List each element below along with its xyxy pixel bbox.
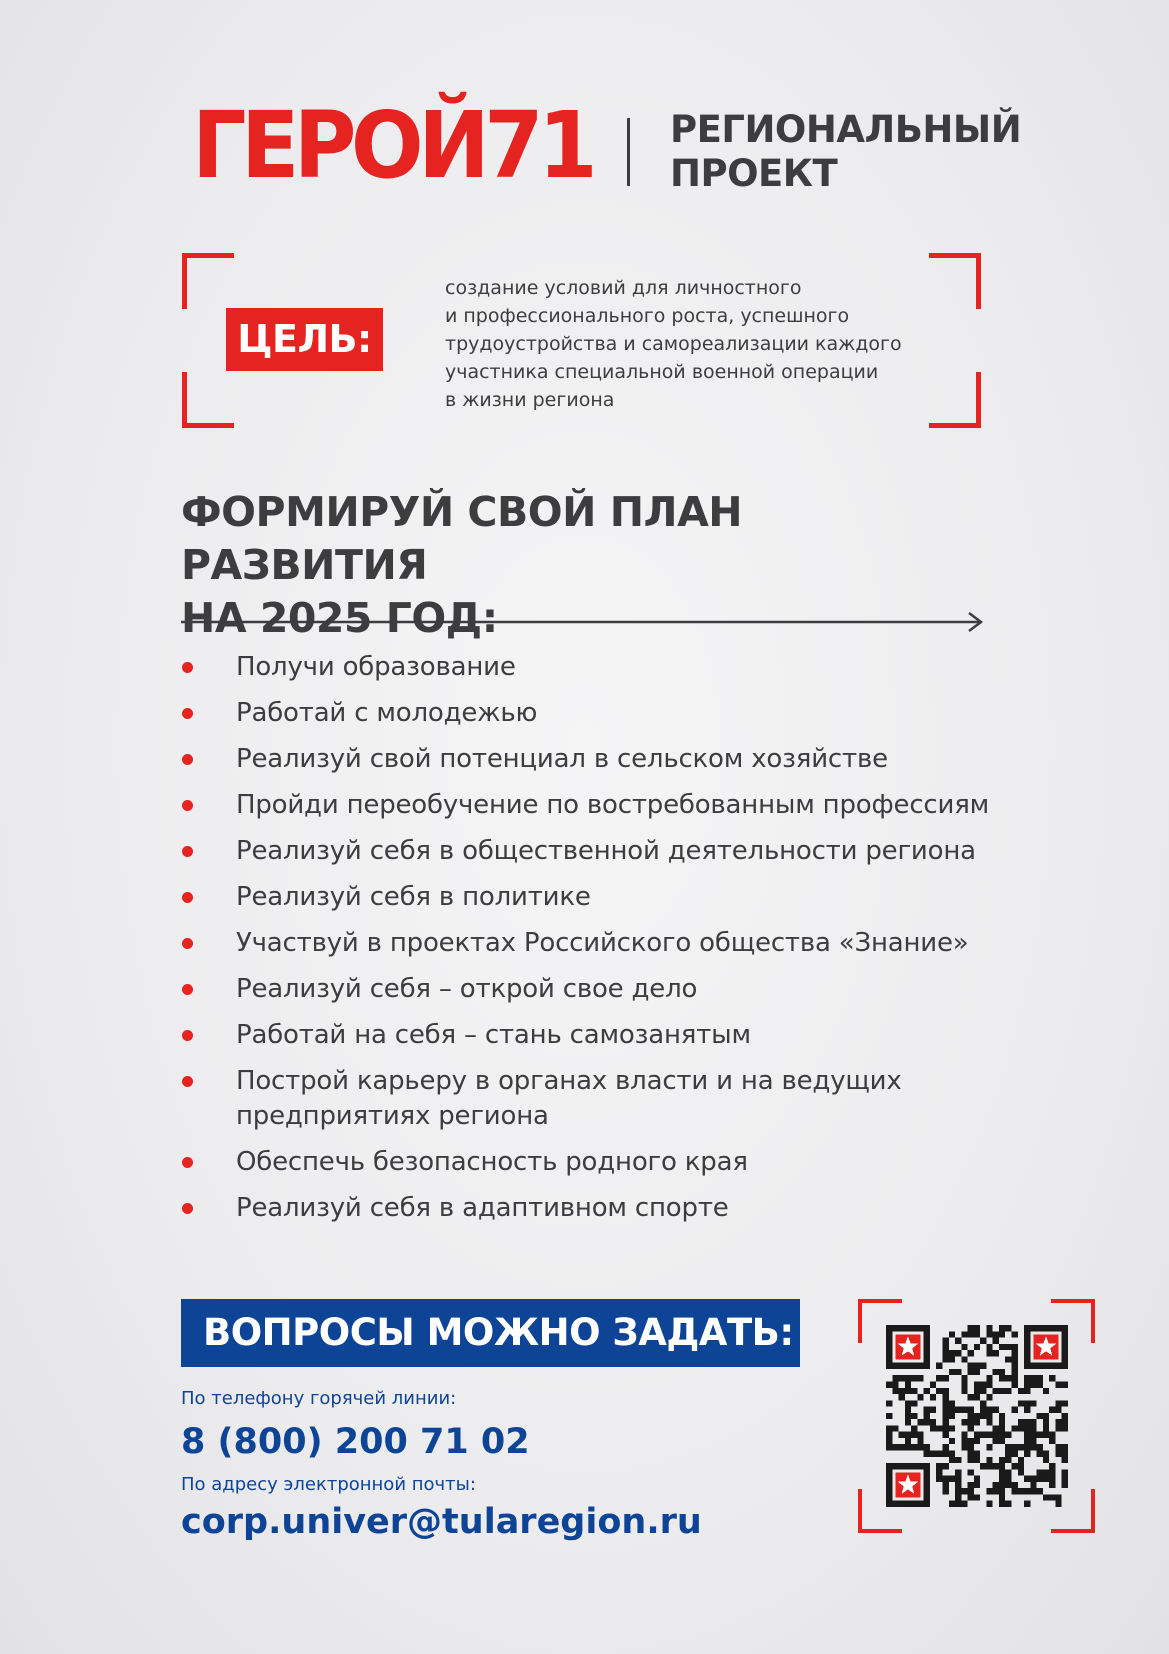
- list-item-text: Реализуй себя – открой свое дело: [236, 974, 698, 1004]
- goal-text-line: трудоустройства и самореализации каждого: [445, 333, 902, 355]
- logo: ГЕРОЙ71: [192, 92, 593, 199]
- qr-finder-star-icon: [889, 1466, 927, 1504]
- qr-code[interactable]: [858, 1299, 1095, 1533]
- qr-code-icon: [886, 1322, 1068, 1510]
- bullet-icon: [182, 938, 193, 949]
- list-item-text: Реализуй себя в адаптивном спорте: [236, 1193, 729, 1223]
- list-item-text: Реализуй себя в общественной деятельности региона: [236, 836, 976, 866]
- arrow-right-icon: [181, 612, 986, 632]
- goal-text-line: участника специальной военной операции: [445, 361, 879, 383]
- logo-divider: [627, 118, 630, 186]
- bullet-icon: [182, 662, 193, 673]
- list-item-text: Обеспечь безопасность родного края: [236, 1147, 748, 1177]
- bullet-icon: [182, 846, 193, 857]
- frame-corner-bottom-right: [929, 372, 981, 428]
- list-item-text: Реализуй свой потенциал в сельском хозяйстве: [236, 744, 888, 774]
- development-plan-list: [181, 650, 1061, 1237]
- list-item: [181, 650, 1061, 685]
- bullet-icon: [182, 1203, 193, 1214]
- list-item: [181, 834, 1061, 869]
- list-item: [181, 788, 1061, 823]
- project-subtitle: [670, 108, 1021, 196]
- list-item-text: Реализуй себя в политике: [236, 882, 591, 912]
- frame-corner-top-left: [182, 253, 234, 309]
- questions-banner: ВОПРОСЫ МОЖНО ЗАДАТЬ:: [181, 1299, 800, 1367]
- goal-text-line: в жизни региона: [445, 389, 615, 411]
- list-item: [181, 696, 1061, 731]
- email-label: По адресу электронной почты:: [181, 1474, 476, 1495]
- frame-corner-bottom-left: [182, 372, 234, 428]
- list-item: [181, 972, 1061, 1007]
- plan-heading-line1: ФОРМИРУЙ СВОЙ ПЛАН РАЗВИТИЯ: [181, 488, 743, 589]
- list-item-text: Работай на себя – стань самозанятым: [236, 1020, 751, 1050]
- list-item: [181, 1145, 1061, 1180]
- bullet-icon: [182, 892, 193, 903]
- list-item: [181, 926, 1061, 961]
- bullet-icon: [182, 1030, 193, 1041]
- goal-text-line: создание условий для личностного: [445, 277, 802, 299]
- list-item-text: Построй карьеру в органах власти и на ведущих предприятиях региона: [236, 1066, 902, 1131]
- frame-corner-top-right: [929, 253, 981, 309]
- list-item-text: Получи образование: [236, 652, 516, 682]
- list-item: [181, 1018, 1061, 1053]
- email-link[interactable]: corp.univer@tularegion.ru: [181, 1502, 702, 1542]
- phone-number[interactable]: 8 (800) 200 71 02: [181, 1422, 530, 1462]
- list-item: [181, 1191, 1061, 1226]
- list-item: [181, 742, 1061, 777]
- project-subtitle-line2: ПРОЕКТ: [670, 152, 838, 195]
- bullet-icon: [182, 708, 193, 719]
- list-item-text: Пройди переобучение по востребованным профессиям: [236, 790, 990, 820]
- qr-finder-star-icon: [889, 1328, 927, 1366]
- bullet-icon: [182, 1157, 193, 1168]
- goal-text-line: и профессионального роста, успешного: [445, 305, 850, 327]
- qr-finder-star-icon: [1027, 1328, 1065, 1366]
- list-item-text: Работай с молодежью: [236, 698, 538, 728]
- list-item-text: Участвуй в проектах Российского общества «Знание»: [236, 928, 969, 958]
- list-item: [181, 880, 1061, 915]
- goal-text: [445, 274, 935, 414]
- list-item: [181, 1064, 911, 1134]
- bullet-icon: [182, 1076, 193, 1087]
- plan-heading-line2: НА 2025 ГОД:: [181, 594, 498, 642]
- project-subtitle-line1: РЕГИОНАЛЬНЫЙ: [670, 108, 1022, 151]
- phone-label: По телефону горячей линии:: [181, 1388, 457, 1409]
- goal-label: ЦЕЛЬ:: [226, 308, 383, 371]
- bullet-icon: [182, 754, 193, 765]
- bullet-icon: [182, 800, 193, 811]
- bullet-icon: [182, 984, 193, 995]
